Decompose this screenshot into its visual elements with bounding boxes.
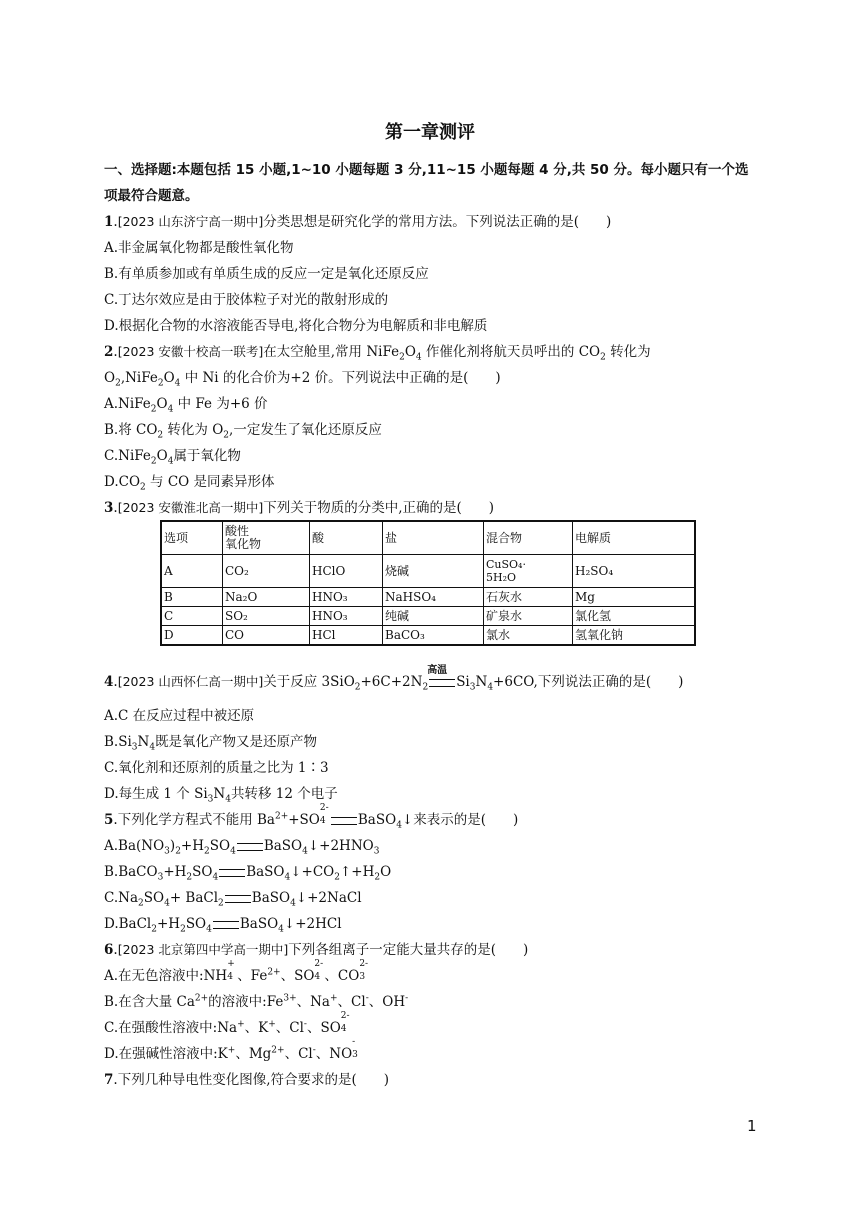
text-run: O [156,448,168,464]
question-1-option-a: A.非金属氧化物都是酸性氧化物 [104,240,294,256]
question-number: 6 [104,942,114,958]
reaction-equals-sign [213,921,239,929]
text-run: BaSO [357,812,397,828]
question-number: 2 [104,344,114,360]
text-run: 、Cl [275,1020,304,1036]
text-run: +H [156,916,181,932]
subscript: 3 [157,872,164,883]
subscript: 2 [374,872,381,883]
superscript: 2+ [267,967,281,978]
table-cell: C [161,607,223,626]
text-run: ) [169,838,176,854]
text-run: SO [143,890,165,906]
page-title: 第一章测评 [385,122,475,143]
text-run: A.NiFe [104,396,151,412]
text-run: O [104,370,116,386]
superscript: + [268,1019,276,1030]
question-6-option-b [104,992,408,1012]
subscript: 3 [373,846,380,857]
text-run: B.Si [104,734,132,750]
question-number: 5 [104,812,114,828]
question-3-stem: 3.[2023 安徽淮北高一期中]下列关于物质的分类中,正确的是( ) [104,500,495,516]
subscript: 2 [140,482,146,493]
text-run: 的溶液中:Fe [208,994,284,1010]
superscript: 2+ [194,993,209,1004]
text-run: +6CO,下列说法正确的是( ) [493,674,684,690]
section-instruction-line-1: 一、选择题:本题包括 15 小题,1~10 小题每题 3 分,11~15 小题每题 4 分,共 50 分。每小题只有一个选 [104,162,749,178]
ion-charge [319,803,330,826]
text-run: 、CO [324,968,360,984]
text-run: 在太空舱里,常用 NiFe [263,344,400,360]
text-run: BaSO [239,916,279,932]
text-run: O [404,344,416,360]
table-cell: HCl [310,626,383,646]
subscript: 4 [206,924,212,935]
question-source: [2023 安徽十校高一联考] [117,344,264,359]
table-cell: CO [223,626,310,646]
subscript: 4 [225,794,231,805]
subscript: 2 [204,846,210,857]
subscript: 4 [319,816,326,826]
text-run: 与 CO 是同素异形体 [145,474,275,490]
text-run: +H [180,838,205,854]
text-run: 属于氧化物 [173,448,241,464]
text-run: C.NiFe [104,448,151,464]
text-run: BaSO [246,864,285,880]
subscript: 4 [167,404,174,415]
subscript: 4 [487,682,494,693]
text-run: O [163,370,175,386]
text-run: A.Ba(NO [104,838,165,854]
subscript: 4 [284,872,291,883]
table-header-cell: 混合物 [484,521,573,555]
table-header-cell: 盐 [383,521,484,555]
superscript: + [237,1019,245,1030]
subscript: 4 [149,742,156,753]
question-number: 1 [104,214,114,230]
text-run: +6C+2N [360,674,423,690]
text-run: Si [456,674,470,690]
text-run: B.在含大量 Ca [104,994,195,1010]
subscript: 4 [415,352,422,363]
table-cell: Na₂O [223,588,310,607]
subscript: 3 [131,742,138,753]
subscript: 2 [399,352,405,363]
text-run: A.在无色溶液中:NH [104,968,228,984]
table-cell: B [161,588,223,607]
subscript: 2 [186,872,193,883]
text-run: +H [163,864,187,880]
reaction-equals-sign [331,817,357,825]
table-cell: NaHSO₄ [383,588,484,607]
subscript: 4 [227,972,233,982]
text-run: 、Fe [237,968,268,984]
text-run: BaSO [263,838,303,854]
text-run: ↓+2HCl [283,916,342,932]
text-run: 下列化学方程式不能用 Ba [117,812,275,828]
text-run: 共转移 12 个电子 [230,786,338,802]
question-5-option-d [104,914,342,934]
superscript: 2+ [274,811,289,822]
question-number: 7 [104,1072,114,1088]
subscript: 3 [359,972,366,982]
question-source: [2023 山东济宁高一期中] [117,214,264,229]
text-run: ,一定发生了氧化还原反应 [229,422,382,438]
table-cell: A [161,555,223,588]
subscript: 4 [302,846,308,857]
table-header-cell: 酸 [310,521,383,555]
text-run: D.CO [104,474,141,490]
table-cell: HNO₃ [310,607,383,626]
question-6-option-a [104,959,369,986]
table-cell: D [161,626,223,646]
subscript: 2 [175,846,181,857]
question-6-option-c [104,1011,351,1038]
question-2-stem-line-2 [104,368,501,388]
superscript: - [303,1019,307,1030]
text-run: 、K [244,1020,269,1036]
table-cell: Mg [573,588,696,607]
text-run: 、Na [296,994,330,1010]
text-run: 、OH [368,994,406,1010]
ion-charge [352,1037,362,1060]
subscript: 2 [150,404,157,415]
table-cell: 氯化氢 [573,607,696,626]
charge: 2- [319,803,329,813]
table-cell: SO₂ [223,607,310,626]
reaction-equals-sign [237,843,263,851]
table-header-cell: 选项 [161,521,223,555]
section-instruction-line-2: 项最符合题意。 [104,188,199,204]
charge: 2- [359,959,369,969]
question-6-option-d [104,1037,362,1064]
question-4-option-d [104,784,338,804]
text-run: 、SO [306,1020,341,1036]
subscript: 2 [138,898,144,909]
superscript: - [405,993,409,1004]
charge: 2- [340,1011,350,1021]
question-5-stem: 5.下列化学方程式不能用 $Ba^{2+}+SO$ 2- 4 BaSO$_4$↓来表示的是( ) [104,803,519,831]
subscript: 4 [314,972,321,982]
subscript: 4 [167,456,174,467]
text-run: SO [192,864,213,880]
table-cell: H₂SO₄ [573,555,696,588]
subscript: 3 [207,794,214,805]
text-run: 转化为 [605,344,651,360]
text-run: +SO [288,812,320,828]
text-run: D.在强碱性溶液中:K [104,1046,228,1062]
text-run: 、Mg [235,1046,272,1062]
subscript: 3 [469,682,476,693]
question-6-stem: 6.[2023 北京第四中学高一期中]下列各组离子一定能大量共存的是( ) [104,942,529,958]
question-1-option-b: B.有单质参加或有单质生成的反应一定是氧化还原反应 [104,266,429,282]
table-cell: 氯水 [484,626,573,646]
text-run: O [156,396,168,412]
table-cell: 烧碱 [383,555,484,588]
charge: 2- [314,959,324,969]
superscript: + [330,993,338,1004]
classification-table [160,520,696,646]
question-text: 下列几种导电性变化图像,符合要求的是( ) [117,1072,390,1088]
question-1-option-d: D.根据化合物的水溶液能否导电,将化合物分为电解质和非电解质 [104,318,488,334]
subscript: 4 [396,820,402,831]
question-4-option-c: C.氧化剂和还原剂的质量之比为 1∶3 [104,760,329,776]
reaction-equals-sign [225,895,251,903]
charge: - [352,1037,356,1047]
subscript: 4 [230,846,236,857]
question-5-option-b [104,862,391,882]
subscript: 3 [352,1050,358,1060]
subscript: 2 [422,682,429,693]
table-cell: 纯碱 [383,607,484,626]
table-header-row [161,521,695,555]
question-text: 下列关于物质的分类中,正确的是( ) [263,500,495,516]
text-run: 、SO [280,968,315,984]
reaction-equals-sign [219,869,245,877]
question-4-option-a: A.C 在反应过程中被还原 [104,708,255,724]
ion-charge [340,1011,351,1034]
text-run: 、NO [315,1046,353,1062]
superscript: - [365,993,369,1004]
subscript: 2 [223,430,230,441]
question-2-option-a [104,394,268,414]
superscript: - [312,1045,316,1056]
table-header-cell: 酸性 氧化物 [223,521,310,555]
subscript: 4 [164,898,170,909]
subscript: 2 [157,430,164,441]
table-cell: CuSO₄· 5H₂O [484,555,573,588]
question-number: 3 [104,500,114,516]
question-1-option-c: C.丁达尔效应是由于胶体粒子对光的散射形成的 [104,292,389,308]
subscript: 2 [334,872,340,883]
text-run: ↓来表示的是( ) [401,812,519,828]
text-run: 转化为 O [163,422,224,438]
question-2-option-c [104,446,241,466]
question-source: [2023 北京第四中学高一期中] [117,942,289,957]
table-row [161,626,695,646]
text-run: ↓+CO [290,864,335,880]
table-row [161,588,695,607]
ion-charge [227,959,237,982]
text-run: 中 Ni 的化合价为+2 价。下列说法中正确的是( ) [180,370,501,386]
question-2-stem: 2.[2023 安徽十校高一联考]在太空舱里,常用 $NiFe_2O_4$ 作催化剂将航天员呼出的 $CO_2$ 转化为 [104,344,651,363]
text-run: + BaCl [169,890,219,906]
text-run: C.在强酸性溶液中:Na [104,1020,238,1036]
text-run: 中 Fe 为+6 价 [173,396,268,412]
text-run: C.Na [104,890,139,906]
ion-charge [314,959,324,982]
table-row [161,555,695,588]
table-cell: 石灰水 [484,588,573,607]
subscript: 4 [174,378,181,389]
question-5-option-c [104,888,362,908]
subscript: 2 [218,898,224,909]
ion-charge [359,959,369,982]
table-header-cell: 电解质 [573,521,696,555]
question-7-stem: 7.下列几种导电性变化图像,符合要求的是( ) [104,1072,390,1088]
text-run: BaSO [251,890,291,906]
subscript: 4 [340,1024,347,1034]
question-1-stem: 1.[2023 山东济宁高一期中]分类思想是研究化学的常用方法。下列说法正确的是( ) [104,214,612,230]
text-run: D.BaCl [104,916,152,932]
subscript: 2 [600,352,606,363]
text-run: 关于反应 3SiO [263,674,355,690]
table-cell: HNO₃ [310,588,383,607]
text-run: SO [185,916,207,932]
reaction-equals-sign [427,664,455,687]
text-run: ↓+2NaCl [295,890,362,906]
text-run: 作催化剂将航天员呼出的 CO [421,344,601,360]
superscript: 3+ [283,993,297,1004]
question-2-option-b [104,420,382,440]
question-5-option-a [104,836,379,856]
question-source: [2023 山西怀仁高一期中] [117,674,264,689]
subscript: 4 [212,872,219,883]
question-number: 4 [104,674,114,690]
superscript: + [227,1045,236,1056]
question-2-option-d [104,472,275,492]
page-number: 1 [747,1117,757,1135]
text-run: ↑+H [340,864,375,880]
text-run: B.将 CO [104,422,158,438]
subscript: 2 [180,924,186,935]
table-cell: HClO [310,555,383,588]
question-text: 下列各组离子一定能大量共存的是( ) [288,942,529,958]
text-run: 、Cl [284,1046,313,1062]
text-run: N [213,786,226,802]
subscript: 2 [115,378,121,389]
text-run: D.每生成 1 个 Si [104,786,208,802]
question-4-stem: 4.[2023 山西怀仁高一期中]关于反应 $3SiO_2+6C+2N_2$ 高温 $Si_3N_4+6CO$,下列说法正确的是( ) [104,672,683,692]
text-run: ,NiFe [120,370,158,386]
text-run: 既是氧化产物又是还原产物 [155,734,318,750]
text-run: ↓+2HNO [307,838,374,854]
reaction-condition: 高温 [427,664,448,676]
text-run: B.BaCO [104,864,158,880]
subscript: 4 [290,898,296,909]
text-run: SO [209,838,231,854]
subscript: 3 [164,846,170,857]
table-cell: 氢氧化钠 [573,626,696,646]
subscript: 2 [150,456,157,467]
subscript: 4 [278,924,284,935]
table-row [161,607,695,626]
text-run: N [137,734,150,750]
subscript: 2 [151,924,157,935]
text-run: 、Cl [337,994,366,1010]
table-cell: 矿泉水 [484,607,573,626]
superscript: 2+ [271,1045,285,1056]
question-text: 分类思想是研究化学的常用方法。下列说法正确的是( ) [263,214,612,230]
text-run: N [475,674,488,690]
text-run: O [380,864,392,880]
question-4-option-b [104,732,317,752]
table-cell: BaCO₃ [383,626,484,646]
charge: + [227,959,235,969]
table-cell: CO₂ [223,555,310,588]
subscript: 2 [157,378,164,389]
question-source: [2023 安徽淮北高一期中] [117,500,264,515]
subscript: 2 [354,682,361,693]
